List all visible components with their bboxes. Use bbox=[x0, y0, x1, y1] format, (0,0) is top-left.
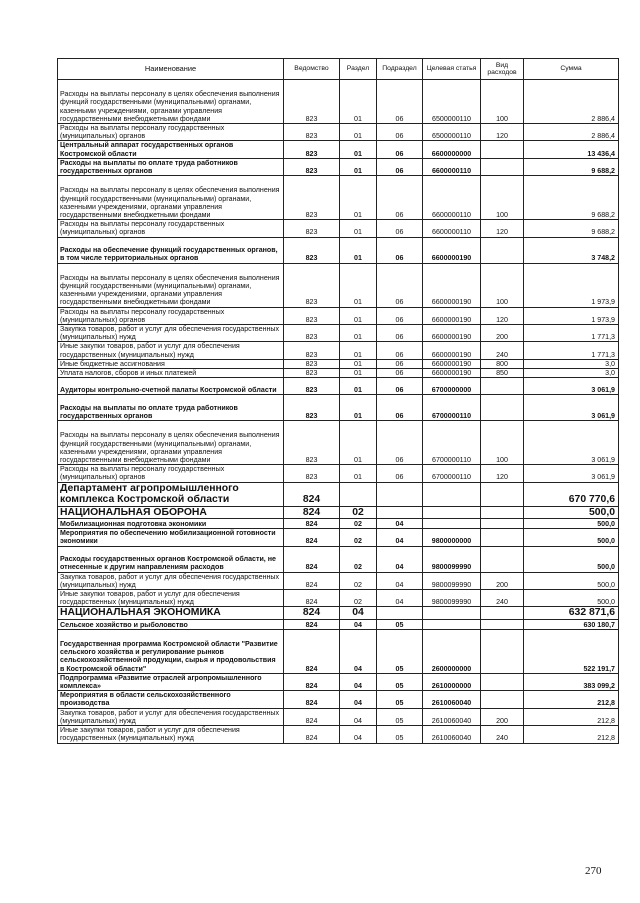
row-subsection-cell: 06 bbox=[377, 421, 423, 465]
row-expense-type-cell bbox=[481, 607, 524, 620]
row-amount-cell: 1 973,9 bbox=[524, 307, 619, 324]
row-expense-type-cell: 120 bbox=[481, 465, 524, 482]
row-section-cell: 01 bbox=[340, 395, 377, 421]
row-expense-type-cell: 850 bbox=[481, 369, 524, 378]
table-row bbox=[58, 465, 619, 482]
row-expense-type-cell: 120 bbox=[481, 307, 524, 324]
row-expense-type-cell: 200 bbox=[481, 325, 524, 342]
row-amount-cell: 13 436,4 bbox=[524, 141, 619, 158]
row-target-article-cell: 6500000110 bbox=[423, 124, 481, 141]
row-department-cell: 823 bbox=[284, 369, 340, 378]
table-row bbox=[58, 482, 619, 506]
table-row bbox=[58, 691, 619, 708]
row-name-cell: Расходы на выплаты персоналу в целях обеспечения выполнения функций государственными (муниципальными) органами, казенными учреждениями, органами управления государственными внебюджетными фондами bbox=[58, 80, 284, 124]
row-department-cell: 823 bbox=[284, 359, 340, 368]
row-target-article-cell: 6600000190 bbox=[423, 342, 481, 359]
row-target-article-cell: 2610060040 bbox=[423, 691, 481, 708]
row-expense-type-cell: 100 bbox=[481, 176, 524, 220]
row-department-cell: 823 bbox=[284, 237, 340, 263]
row-name-cell: Закупка товаров, работ и услуг для обеспечения государственных (муниципальных) нужд bbox=[58, 708, 284, 725]
row-subsection-cell: 06 bbox=[377, 237, 423, 263]
row-expense-type-cell: 200 bbox=[481, 708, 524, 725]
row-subsection-cell: 06 bbox=[377, 465, 423, 482]
row-target-article-cell: 6600000190 bbox=[423, 359, 481, 368]
row-amount-cell: 2 886,4 bbox=[524, 124, 619, 141]
row-target-article-cell: 6600000110 bbox=[423, 220, 481, 237]
row-department-cell: 823 bbox=[284, 378, 340, 395]
row-department-cell: 823 bbox=[284, 158, 340, 175]
row-department-cell: 824 bbox=[284, 589, 340, 606]
row-section-cell: 01 bbox=[340, 325, 377, 342]
row-department-cell: 824 bbox=[284, 708, 340, 725]
row-section-cell: 01 bbox=[340, 141, 377, 158]
row-amount-cell: 3,0 bbox=[524, 369, 619, 378]
row-department-cell: 823 bbox=[284, 307, 340, 324]
row-target-article-cell: 6500000110 bbox=[423, 80, 481, 124]
row-subsection-cell: 06 bbox=[377, 124, 423, 141]
row-section-cell: 01 bbox=[340, 80, 377, 124]
table-row bbox=[58, 421, 619, 465]
row-amount-cell: 9 688,2 bbox=[524, 158, 619, 175]
row-name-cell: Мобилизационная подготовка экономики bbox=[58, 519, 284, 529]
row-name-cell: Расходы на выплаты персоналу в целях обеспечения выполнения функций государственными (муниципальными) органами, казенными учреждениями, органами управления государственными внебюджетными фондами bbox=[58, 263, 284, 307]
row-subsection-cell: 06 bbox=[377, 141, 423, 158]
row-name-cell: Подпрограмма «Развитие отраслей агропромышленного комплекса» bbox=[58, 673, 284, 690]
row-name-cell: Государственная программа Костромской области "Развитие сельского хозяйства и регулирование рынков сельскохозяйственной продукции, сырья и продовольствия в Костромской области" bbox=[58, 629, 284, 673]
row-name-cell: Расходы на выплаты персоналу государственных (муниципальных) органов bbox=[58, 220, 284, 237]
row-section-cell: 02 bbox=[340, 519, 377, 529]
header-amount: Сумма bbox=[524, 59, 619, 80]
row-expense-type-cell bbox=[481, 673, 524, 690]
table-row bbox=[58, 519, 619, 529]
page-number: 270 bbox=[585, 865, 602, 877]
row-subsection-cell: 06 bbox=[377, 176, 423, 220]
table-row bbox=[58, 342, 619, 359]
row-name-cell: Иные закупки товаров, работ и услуг для обеспечения государственных (муниципальных) нужд bbox=[58, 342, 284, 359]
row-department-cell: 824 bbox=[284, 529, 340, 546]
table-row bbox=[58, 572, 619, 589]
row-section-cell: 04 bbox=[340, 691, 377, 708]
table-row bbox=[58, 359, 619, 368]
row-target-article-cell: 6700000110 bbox=[423, 395, 481, 421]
table-row bbox=[58, 629, 619, 673]
row-amount-cell: 9 688,2 bbox=[524, 220, 619, 237]
row-subsection-cell: 05 bbox=[377, 629, 423, 673]
row-section-cell: 01 bbox=[340, 220, 377, 237]
row-amount-cell: 630 180,7 bbox=[524, 619, 619, 629]
row-target-article-cell: 6600000000 bbox=[423, 141, 481, 158]
table-row bbox=[58, 529, 619, 546]
row-amount-cell: 3 061,9 bbox=[524, 378, 619, 395]
row-target-article-cell: 9800000000 bbox=[423, 529, 481, 546]
row-section-cell: 04 bbox=[340, 726, 377, 743]
row-section-cell: 01 bbox=[340, 465, 377, 482]
row-amount-cell: 500,0 bbox=[524, 529, 619, 546]
row-subsection-cell: 06 bbox=[377, 80, 423, 124]
row-target-article-cell: 2610000000 bbox=[423, 673, 481, 690]
row-amount-cell: 1 973,9 bbox=[524, 263, 619, 307]
row-section-cell: 02 bbox=[340, 529, 377, 546]
row-section-cell: 02 bbox=[340, 506, 377, 519]
row-department-cell: 824 bbox=[284, 506, 340, 519]
row-department-cell: 824 bbox=[284, 519, 340, 529]
row-amount-cell: 3 061,9 bbox=[524, 395, 619, 421]
row-expense-type-cell: 100 bbox=[481, 263, 524, 307]
row-amount-cell: 500,0 bbox=[524, 589, 619, 606]
row-expense-type-cell: 240 bbox=[481, 726, 524, 743]
row-expense-type-cell: 120 bbox=[481, 124, 524, 141]
row-subsection-cell: 05 bbox=[377, 619, 423, 629]
row-name-cell: Аудиторы контрольно-счетной палаты Костромской области bbox=[58, 378, 284, 395]
header-name: Наименование bbox=[58, 59, 284, 80]
table-row bbox=[58, 220, 619, 237]
row-amount-cell: 1 771,3 bbox=[524, 342, 619, 359]
row-subsection-cell: 05 bbox=[377, 708, 423, 725]
row-department-cell: 823 bbox=[284, 342, 340, 359]
row-amount-cell: 9 688,2 bbox=[524, 176, 619, 220]
row-target-article-cell: 2610060040 bbox=[423, 726, 481, 743]
row-target-article-cell: 9800099990 bbox=[423, 589, 481, 606]
row-section-cell: 04 bbox=[340, 708, 377, 725]
row-expense-type-cell bbox=[481, 519, 524, 529]
row-target-article-cell: 6600000190 bbox=[423, 237, 481, 263]
row-section-cell: 01 bbox=[340, 342, 377, 359]
row-subsection-cell: 04 bbox=[377, 589, 423, 606]
row-expense-type-cell bbox=[481, 158, 524, 175]
table-row bbox=[58, 506, 619, 519]
row-department-cell: 823 bbox=[284, 325, 340, 342]
row-name-cell: Расходы на выплаты по оплате труда работников государственных органов bbox=[58, 395, 284, 421]
row-name-cell: Расходы на выплаты персоналу государственных (муниципальных) органов bbox=[58, 124, 284, 141]
row-section-cell: 01 bbox=[340, 176, 377, 220]
row-target-article-cell bbox=[423, 607, 481, 620]
table-row bbox=[58, 237, 619, 263]
row-subsection-cell bbox=[377, 506, 423, 519]
row-expense-type-cell: 240 bbox=[481, 342, 524, 359]
row-section-cell: 04 bbox=[340, 619, 377, 629]
table-row bbox=[58, 80, 619, 124]
row-amount-cell: 2 886,4 bbox=[524, 80, 619, 124]
row-department-cell: 823 bbox=[284, 220, 340, 237]
row-subsection-cell: 06 bbox=[377, 359, 423, 368]
row-department-cell: 824 bbox=[284, 572, 340, 589]
row-name-cell: Мероприятия в области сельскохозяйственного производства bbox=[58, 691, 284, 708]
row-name-cell: Расходы на выплаты персоналу в целях обеспечения выполнения функций государственными (муниципальными) органами, казенными учреждениями, органами управления государственными внебюджетными фондами bbox=[58, 421, 284, 465]
row-expense-type-cell bbox=[481, 482, 524, 506]
row-department-cell: 824 bbox=[284, 546, 340, 572]
row-expense-type-cell bbox=[481, 629, 524, 673]
row-name-cell: Расходы на выплаты персоналу государственных (муниципальных) органов bbox=[58, 465, 284, 482]
row-section-cell: 02 bbox=[340, 589, 377, 606]
row-expense-type-cell bbox=[481, 619, 524, 629]
row-subsection-cell: 06 bbox=[377, 395, 423, 421]
row-name-cell: Закупка товаров, работ и услуг для обеспечения государственных (муниципальных) нужд bbox=[58, 325, 284, 342]
row-subsection-cell: 06 bbox=[377, 342, 423, 359]
row-target-article-cell: 6700000000 bbox=[423, 378, 481, 395]
row-expense-type-cell bbox=[481, 546, 524, 572]
row-amount-cell: 500,0 bbox=[524, 546, 619, 572]
row-target-article-cell: 6600000110 bbox=[423, 158, 481, 175]
row-department-cell: 823 bbox=[284, 80, 340, 124]
row-expense-type-cell: 100 bbox=[481, 421, 524, 465]
row-name-cell: Расходы государственных органов Костромской области, не отнесенные к другим направлениям расходов bbox=[58, 546, 284, 572]
row-expense-type-cell: 800 bbox=[481, 359, 524, 368]
row-subsection-cell: 06 bbox=[377, 158, 423, 175]
row-department-cell: 824 bbox=[284, 691, 340, 708]
row-amount-cell: 383 099,2 bbox=[524, 673, 619, 690]
row-name-cell: Расходы на выплаты персоналу в целях обеспечения выполнения функций государственными (муниципальными) органами, казенными учреждениями, органами управления государственными внебюджетными фондами bbox=[58, 176, 284, 220]
table-row bbox=[58, 263, 619, 307]
table-row bbox=[58, 325, 619, 342]
row-subsection-cell: 04 bbox=[377, 529, 423, 546]
row-name-cell: Расходы на обеспечение функций государственных органов, в том числе территориальных органов bbox=[58, 237, 284, 263]
row-expense-type-cell bbox=[481, 378, 524, 395]
table-row bbox=[58, 141, 619, 158]
row-section-cell: 01 bbox=[340, 378, 377, 395]
row-section-cell: 04 bbox=[340, 629, 377, 673]
row-name-cell: НАЦИОНАЛЬНАЯ ОБОРОНА bbox=[58, 506, 284, 519]
table-row bbox=[58, 378, 619, 395]
row-expense-type-cell bbox=[481, 506, 524, 519]
header-department: Ведомство bbox=[284, 59, 340, 80]
row-name-cell: Иные закупки товаров, работ и услуг для обеспечения государственных (муниципальных) нужд bbox=[58, 726, 284, 743]
table-row bbox=[58, 124, 619, 141]
row-department-cell: 823 bbox=[284, 176, 340, 220]
row-target-article-cell: 2610060040 bbox=[423, 708, 481, 725]
table-row bbox=[58, 619, 619, 629]
table-row bbox=[58, 307, 619, 324]
row-department-cell: 823 bbox=[284, 263, 340, 307]
row-subsection-cell: 06 bbox=[377, 307, 423, 324]
row-expense-type-cell bbox=[481, 691, 524, 708]
row-name-cell: Центральный аппарат государственных органов Костромской области bbox=[58, 141, 284, 158]
header-expense-type: Вид расходов bbox=[481, 59, 524, 80]
row-name-cell: Мероприятия по обеспечению мобилизационной готовности экономики bbox=[58, 529, 284, 546]
row-target-article-cell bbox=[423, 619, 481, 629]
table-row bbox=[58, 726, 619, 743]
table-row bbox=[58, 673, 619, 690]
row-expense-type-cell bbox=[481, 237, 524, 263]
row-subsection-cell: 04 bbox=[377, 546, 423, 572]
row-expense-type-cell bbox=[481, 529, 524, 546]
row-amount-cell: 3 061,9 bbox=[524, 465, 619, 482]
row-section-cell: 04 bbox=[340, 673, 377, 690]
budget-table bbox=[57, 58, 619, 744]
row-amount-cell: 500,0 bbox=[524, 506, 619, 519]
row-target-article-cell: 6600000110 bbox=[423, 176, 481, 220]
row-department-cell: 824 bbox=[284, 629, 340, 673]
row-section-cell: 02 bbox=[340, 572, 377, 589]
row-expense-type-cell bbox=[481, 141, 524, 158]
row-section-cell: 01 bbox=[340, 307, 377, 324]
row-section-cell: 01 bbox=[340, 263, 377, 307]
table-row bbox=[58, 589, 619, 606]
row-target-article-cell: 9800099990 bbox=[423, 546, 481, 572]
row-section-cell: 01 bbox=[340, 421, 377, 465]
row-name-cell: Департамент агропромышленного комплекса Костромской области bbox=[58, 482, 284, 506]
row-name-cell: НАЦИОНАЛЬНАЯ ЭКОНОМИКА bbox=[58, 607, 284, 620]
row-name-cell: Уплата налогов, сборов и иных платежей bbox=[58, 369, 284, 378]
row-department-cell: 824 bbox=[284, 726, 340, 743]
row-section-cell: 02 bbox=[340, 546, 377, 572]
row-target-article-cell: 6600000190 bbox=[423, 307, 481, 324]
row-name-cell: Расходы на выплаты персоналу государственных (муниципальных) органов bbox=[58, 307, 284, 324]
row-name-cell: Закупка товаров, работ и услуг для обеспечения государственных (муниципальных) нужд bbox=[58, 572, 284, 589]
row-target-article-cell: 6700000110 bbox=[423, 421, 481, 465]
row-section-cell: 01 bbox=[340, 237, 377, 263]
row-subsection-cell: 05 bbox=[377, 673, 423, 690]
row-name-cell: Расходы на выплаты по оплате труда работников государственных органов bbox=[58, 158, 284, 175]
table-row bbox=[58, 176, 619, 220]
table-row bbox=[58, 607, 619, 620]
header-section: Раздел bbox=[340, 59, 377, 80]
row-target-article-cell bbox=[423, 519, 481, 529]
row-target-article-cell: 6600000190 bbox=[423, 263, 481, 307]
row-amount-cell: 522 191,7 bbox=[524, 629, 619, 673]
row-subsection-cell bbox=[377, 607, 423, 620]
row-amount-cell: 1 771,3 bbox=[524, 325, 619, 342]
row-amount-cell: 3 061,9 bbox=[524, 421, 619, 465]
row-department-cell: 824 bbox=[284, 482, 340, 506]
table-header-row bbox=[58, 59, 619, 80]
row-target-article-cell: 2600000000 bbox=[423, 629, 481, 673]
table-row bbox=[58, 708, 619, 725]
row-section-cell: 01 bbox=[340, 124, 377, 141]
row-department-cell: 823 bbox=[284, 421, 340, 465]
row-expense-type-cell: 240 bbox=[481, 589, 524, 606]
row-subsection-cell: 04 bbox=[377, 519, 423, 529]
row-section-cell: 01 bbox=[340, 369, 377, 378]
header-target-article: Целевая статья bbox=[423, 59, 481, 80]
row-subsection-cell: 04 bbox=[377, 572, 423, 589]
row-department-cell: 824 bbox=[284, 673, 340, 690]
table-row bbox=[58, 395, 619, 421]
row-amount-cell: 500,0 bbox=[524, 572, 619, 589]
row-amount-cell: 3,0 bbox=[524, 359, 619, 368]
table-row bbox=[58, 369, 619, 378]
row-department-cell: 824 bbox=[284, 619, 340, 629]
table-row bbox=[58, 158, 619, 175]
row-amount-cell: 500,0 bbox=[524, 519, 619, 529]
row-department-cell: 823 bbox=[284, 465, 340, 482]
row-expense-type-cell: 100 bbox=[481, 80, 524, 124]
row-section-cell: 01 bbox=[340, 158, 377, 175]
row-target-article-cell: 6600000190 bbox=[423, 369, 481, 378]
row-target-article-cell bbox=[423, 506, 481, 519]
row-subsection-cell: 06 bbox=[377, 220, 423, 237]
row-section-cell: 01 bbox=[340, 359, 377, 368]
row-amount-cell: 3 748,2 bbox=[524, 237, 619, 263]
row-subsection-cell: 06 bbox=[377, 378, 423, 395]
row-subsection-cell: 06 bbox=[377, 263, 423, 307]
row-expense-type-cell bbox=[481, 395, 524, 421]
row-name-cell: Иные закупки товаров, работ и услуг для обеспечения государственных (муниципальных) нужд bbox=[58, 589, 284, 606]
row-target-article-cell: 6700000110 bbox=[423, 465, 481, 482]
row-name-cell: Иные бюджетные ассигнования bbox=[58, 359, 284, 368]
row-target-article-cell: 9800099990 bbox=[423, 572, 481, 589]
row-expense-type-cell: 120 bbox=[481, 220, 524, 237]
row-department-cell: 823 bbox=[284, 395, 340, 421]
row-department-cell: 823 bbox=[284, 124, 340, 141]
row-amount-cell: 212,8 bbox=[524, 691, 619, 708]
row-subsection-cell: 06 bbox=[377, 325, 423, 342]
row-target-article-cell: 6600000190 bbox=[423, 325, 481, 342]
row-amount-cell: 212,8 bbox=[524, 708, 619, 725]
row-subsection-cell: 06 bbox=[377, 369, 423, 378]
row-section-cell bbox=[340, 482, 377, 506]
row-amount-cell: 212,8 bbox=[524, 726, 619, 743]
row-section-cell: 04 bbox=[340, 607, 377, 620]
row-department-cell: 823 bbox=[284, 141, 340, 158]
row-department-cell: 824 bbox=[284, 607, 340, 620]
row-amount-cell: 632 871,6 bbox=[524, 607, 619, 620]
row-amount-cell: 670 770,6 bbox=[524, 482, 619, 506]
row-name-cell: Сельское хозяйство и рыболовство bbox=[58, 619, 284, 629]
table-row bbox=[58, 546, 619, 572]
row-subsection-cell: 05 bbox=[377, 726, 423, 743]
row-subsection-cell bbox=[377, 482, 423, 506]
row-target-article-cell bbox=[423, 482, 481, 506]
row-expense-type-cell: 200 bbox=[481, 572, 524, 589]
row-subsection-cell: 05 bbox=[377, 691, 423, 708]
header-subsection: Подраздел bbox=[377, 59, 423, 80]
